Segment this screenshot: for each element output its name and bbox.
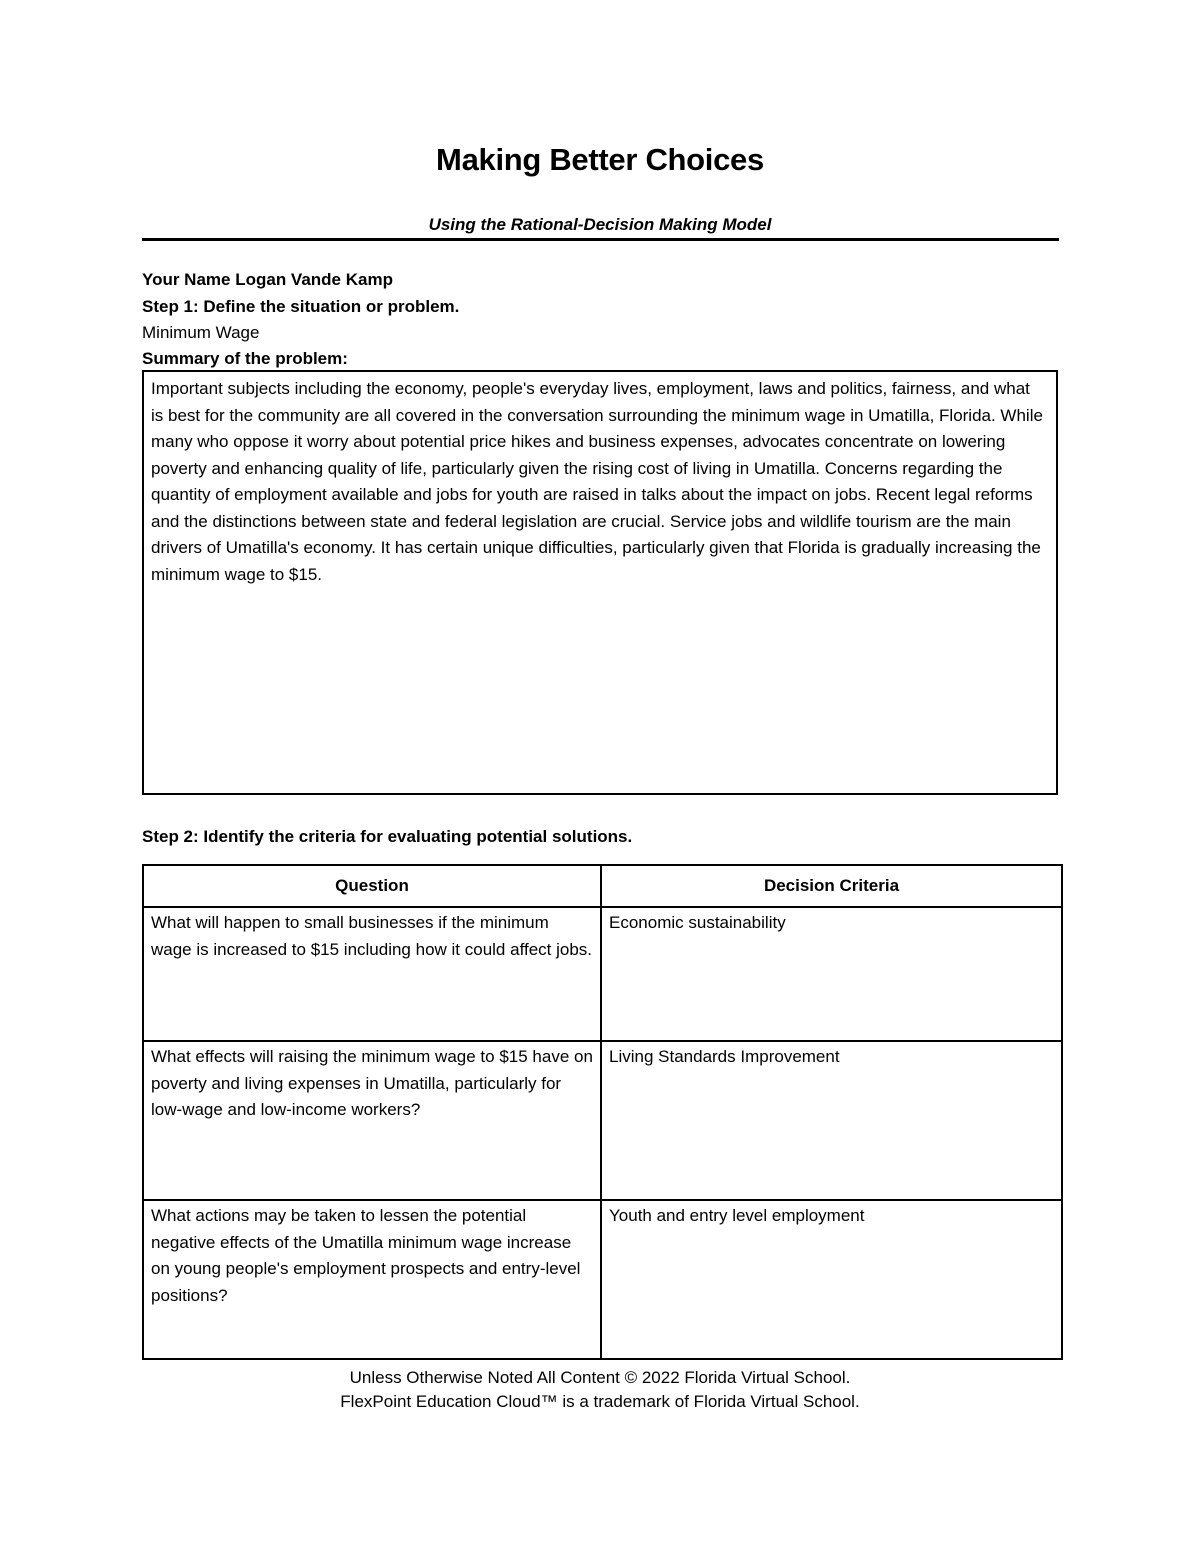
page-title: Making Better Choices [436,142,764,177]
summary-box [142,370,1058,795]
criteria-cell: Living Standards Improvement [601,1041,1062,1200]
criteria-cell: Economic sustainability [601,907,1062,1041]
question-cell: What will happen to small businesses if the minimum wage is increased to $15 including how it could affect jobs. [143,907,601,1041]
page-subtitle: Using the Rational-Decision Making Model [428,215,772,234]
summary-label: Summary of the problem: [142,349,348,368]
table-row [143,1041,1062,1200]
criteria-table [142,864,1063,1360]
table-row [143,907,1062,1041]
header-question: Question [143,865,601,907]
header-decision-criteria: Decision Criteria [601,865,1062,907]
criteria-cell: Youth and entry level employment [601,1200,1062,1359]
summary-text: Important subjects including the economy, people's everyday lives, employment, laws and politics, fairness, and what is best for the community are all covered in the conversation surrounding the minimum wage in Umatilla, Florida. While many who oppose it worry about potential price hikes and business expenses, advocates concentrate on lowering poverty and enhancing quality of life, particularly given the rising cost of living in Umatilla. Concerns regarding the quantity of employment available and jobs for youth are raised in talks about the impact on jobs. Recent legal reforms and the distinctions between state and federal legislation are crucial. Service jobs and wildlife tourism are the main drivers of Umatilla's economy. It has certain unique difficulties, particularly given that Florida is gradually increasing the minimum wage to $15. [151,379,1043,584]
page-footer [0,1366,1200,1414]
question-cell: What actions may be taken to lessen the potential negative effects of the Umatilla minimum wage increase on young people's employment prospects and entry-level positions? [143,1200,601,1359]
table-row [143,1200,1062,1359]
criteria-table-header [143,865,1062,907]
student-name-line: Your Name Logan Vande Kamp [142,270,393,289]
footer-trademark: FlexPoint Education Cloud™ is a trademark of Florida Virtual School. [340,1392,860,1411]
footer-copyright: Unless Otherwise Noted All Content © 2022 Florida Virtual School. [349,1368,851,1387]
step2-heading: Step 2: Identify the criteria for evaluating potential solutions. [142,827,633,846]
step1-heading: Step 1: Define the situation or problem. [142,297,460,316]
question-cell: What effects will raising the minimum wage to $15 have on poverty and living expenses in Umatilla, particularly for low-wage and low-income workers? [143,1041,601,1200]
title-divider [142,238,1059,241]
problem-topic: Minimum Wage [142,323,260,342]
